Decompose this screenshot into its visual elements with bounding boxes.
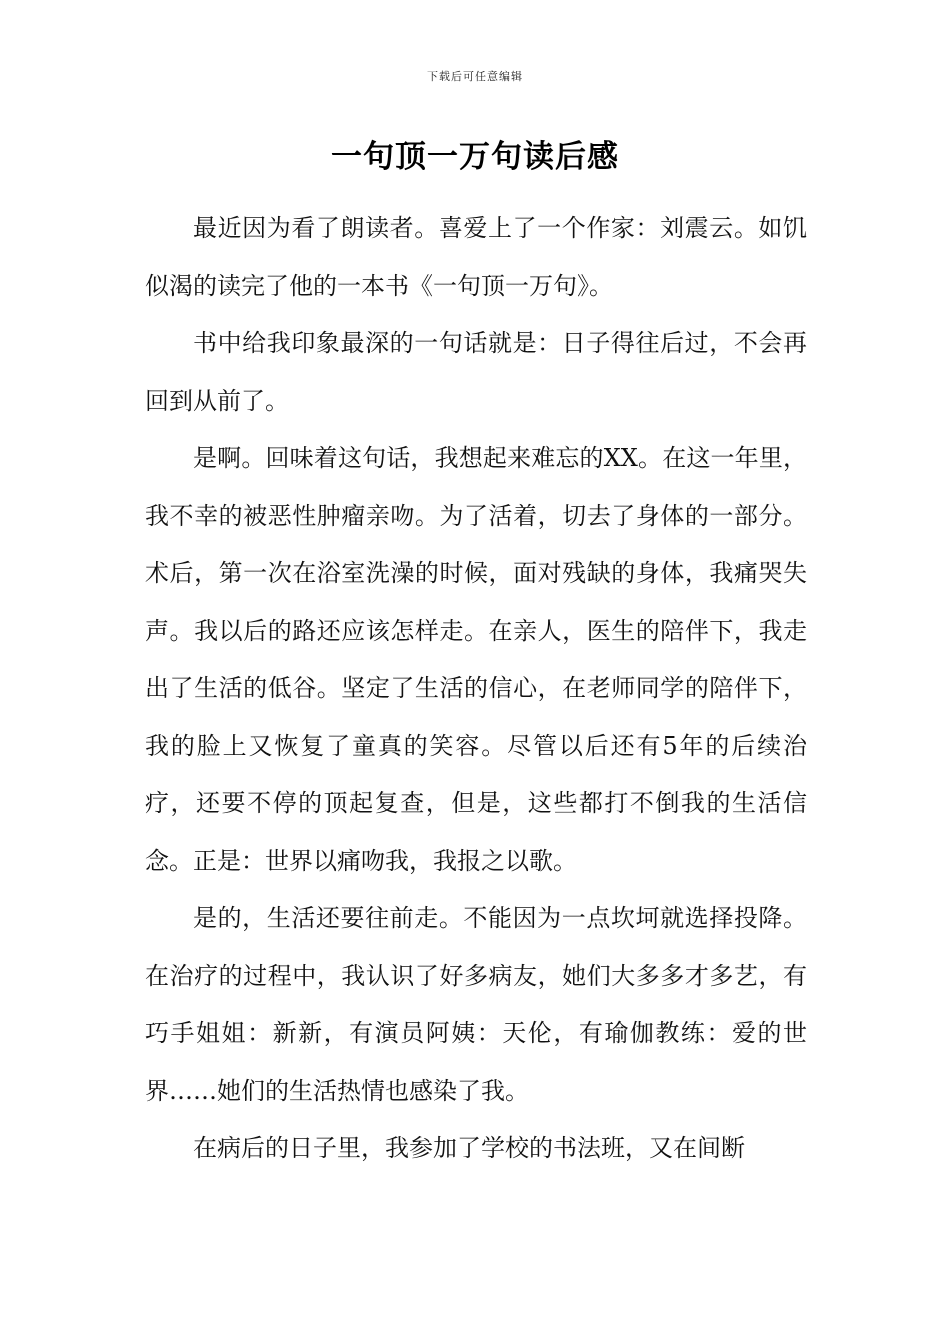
paragraph-3: 是啊。回味着这句话，我想起来难忘的XX。在这一年里，我不幸的被恶性肿瘤亲吻。为了活着，切去了身体的一部分。术后，第一次在浴室洗澡的时候，面对残缺的身体，我痛哭失声。我以后的路还应该怎样走。在亲人，医生的陪伴下，我走出了生活的低谷。坚定了生活的信心，在老师同学的陪伴下，我的脸上又恢复了童真的笑容。尽管以后还有5年的后续治疗，还要不停的顶起复查，但是，这些都打不倒我的生活信念。正是：世界以痛吻我，我报之以歌。 (145, 444, 807, 875)
paragraph-4: 是的，生活还要往前走。不能因为一点坎坷就选择投降。在治疗的过程中，我认识了好多病友，她们大多多才多艺，有巧手姐姐：新新，有演员阿姨：天伦，有瑜伽教练：爱的世界……她们的生活热情也感染了我。 (145, 904, 807, 1105)
paragraph-2: 书中给我印象最深的一句话就是：日子得往后过，不会再回到从前了。 (145, 329, 807, 415)
paragraph-5: 在病后的日子里，我参加了学校的书法班，又在间断 (193, 1134, 745, 1162)
paragraph-1: 最近因为看了朗读者。喜爱上了一个作家：刘震云。如饥似渴的读完了他的一本书《一句顶一万句》。 (145, 214, 807, 300)
document-body (145, 200, 807, 1178)
header-note: 下载后可任意编辑 (427, 70, 523, 83)
document-title: 一句顶一万句读后感 (331, 139, 619, 175)
